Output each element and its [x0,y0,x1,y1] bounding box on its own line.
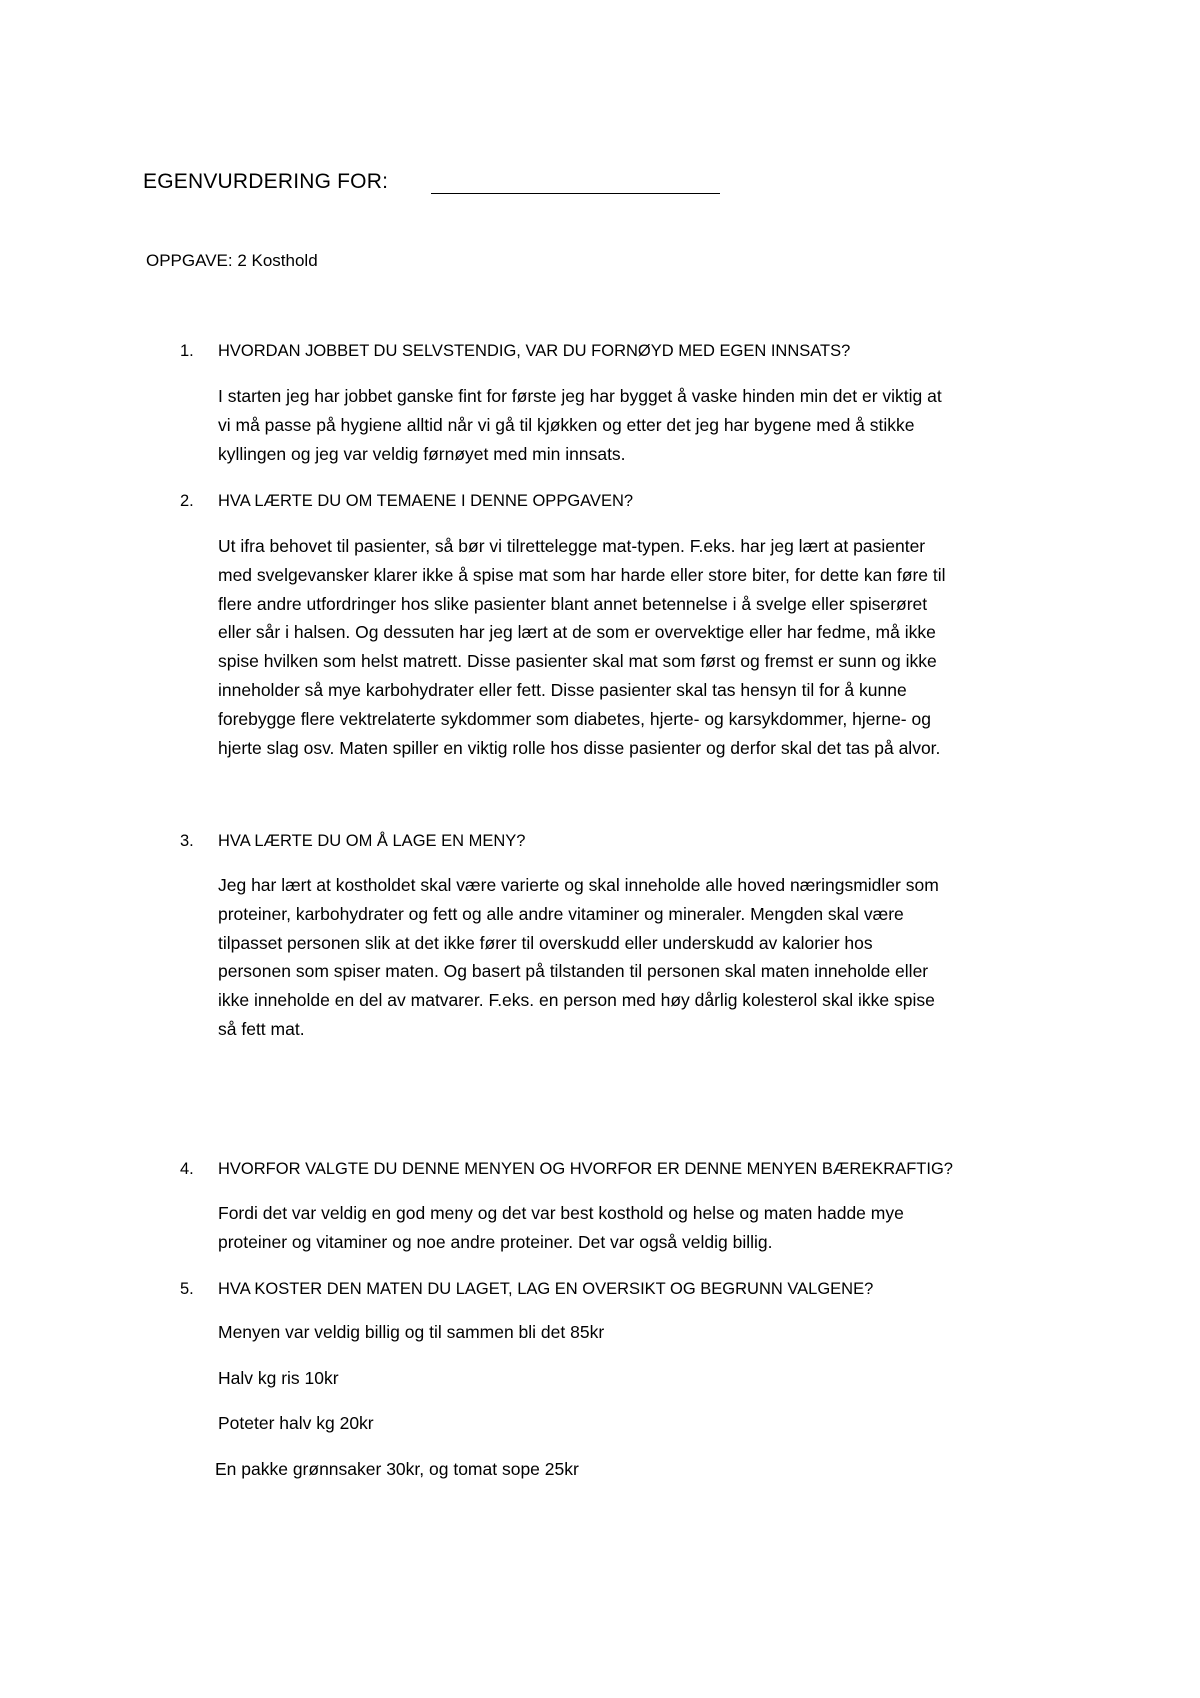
document-title: EGENVURDERING FOR: [143,170,389,193]
task-label: OPPGAVE: 2 Kosthold [146,251,318,270]
answer-1 [218,382,1088,468]
question-5-text: HVA KOSTER DEN MATEN DU LAGET, LAG EN OVERSIKT OG BEGRUNN VALGENE? [218,1280,874,1298]
question-2-text: HVA LÆRTE DU OM TEMAENE I DENNE OPPGAVEN? [218,492,634,510]
answer-3 [218,871,1088,1044]
answer-3-line: proteiner, karbohydrater og fett og alle andre vitaminer og mineraler. Mengden skal være [218,903,904,924]
answer-1-line: vi må passe på hygiene alltid når vi gå til kjøkken og etter det jeg har bygene med å stikke [218,414,915,435]
answer-4-line: Fordi det var veldig en god meny og det var best kosthold og helse og maten hadde mye [218,1203,904,1223]
answer-2-line: forebygge flere vektrelaterte sykdommer som diabetes, hjerte- og karsykdommer, hjerne- og [218,708,931,729]
question-5-number: 5. [180,1280,194,1298]
answer-2-line: spise hvilken som helst matrett. Disse pasienter skal mat som først og fremst er sunn og ikke [218,651,937,672]
answer-3-line: tilpasset personen slik at det ikke fører til overskudd eller underskudd av kalorier hos [218,932,873,953]
answer-4 [218,1199,1088,1257]
answer-1-line: I starten jeg har jobbet ganske fint for første jeg har bygget å vaske hinden min det er viktig at [218,386,942,406]
question-1-number: 1. [180,342,194,360]
answer-3-line: personen som spiser maten. Og basert på tilstanden til personen skal maten inneholde eller [218,961,929,982]
answer-1-line: kyllingen og jeg var veldig førnøyet med min innsats. [218,443,626,464]
answer-2-line: eller sår i halsen. Og dessuten har jeg lært at de som er overvektige eller har fedme, må ikke [218,622,936,643]
question-3-number: 3. [180,832,194,850]
question-2-number: 2. [180,492,194,510]
cost-item-vegetables-soup: En pakke grønnsaker 30kr, og tomat sope 25kr [215,1459,579,1479]
question-4-text: HVORFOR VALGTE DU DENNE MENYEN OG HVORFOR ER DENNE MENYEN BÆREKRAFTIG? [218,1160,953,1178]
question-3-text: HVA LÆRTE DU OM Å LAGE EN MENY? [218,832,526,850]
answer-3-line: så fett mat. [218,1018,305,1039]
answer-2-line: flere andre utfordringer hos slike pasienter blant annet betennelse i å svelge eller spiserøret [218,593,928,614]
answer-2-line: hjerte slag osv. Maten spiller en viktig rolle hos disse pasienter og derfor skal det tas på alvor. [218,737,941,758]
answer-2-line: med svelgevansker klarer ikke å spise mat som har harde eller store biter, for dette kan føre til [218,564,946,585]
question-4-number: 4. [180,1160,194,1178]
answer-3-line: Jeg har lært at kostholdet skal være varierte og skal inneholde alle hoved næringsmidler som [218,875,939,895]
cost-item-potatoes: Poteter halv kg 20kr [218,1413,374,1433]
answer-4-line: proteiner og vitaminer og noe andre proteiner. Det var også veldig billig. [218,1231,773,1252]
answer-2-line: inneholder så mye karbohydrater eller fett. Disse pasienter skal tas hensyn til for å kunne [218,679,907,700]
answer-2-line: Ut ifra behovet til pasienter, så bør vi tilrettelegge mat-typen. F.eks. har jeg lært at pasienter [218,536,926,556]
answer-3-line: ikke inneholde en del av matvarer. F.eks. en person med høy dårlig kolesterol skal ikke spise [218,990,935,1011]
name-blank-line [431,193,720,194]
cost-total-line: Menyen var veldig billig og til sammen bli det 85kr [218,1322,605,1342]
question-1-text: HVORDAN JOBBET DU SELVSTENDIG, VAR DU FORNØYD MED EGEN INNSATS? [218,342,851,360]
cost-item-rice: Halv kg ris 10kr [218,1368,339,1388]
answer-2 [218,532,1088,762]
